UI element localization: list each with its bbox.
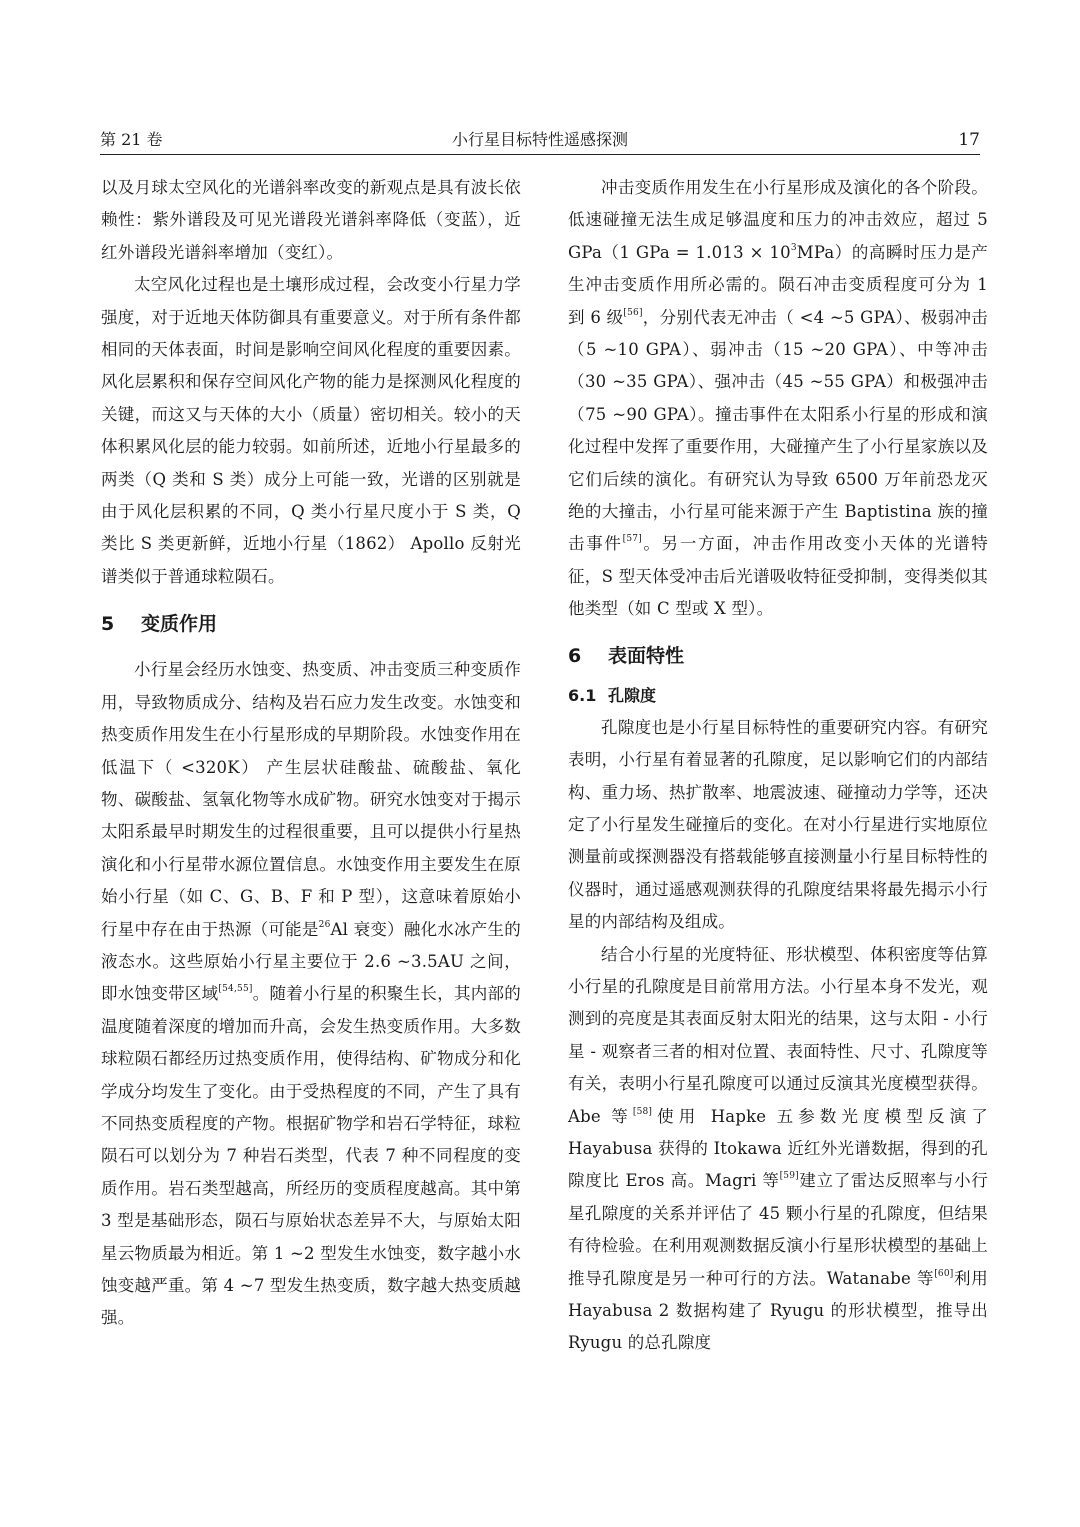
section-6-heading — [568, 642, 988, 670]
header-rule — [100, 154, 980, 155]
paragraph-space-weathering-end: 以及月球太空风化的光谱斜率改变的新观点是具有波长依赖性：紫外谱段及可见光谱段光谱斜率降低（变蓝），近红外谱段光谱斜率增加（变红）。 — [101, 178, 521, 262]
page-number: 17 — [958, 130, 980, 150]
text-run: ，分别代表无冲击（ <4 ~5 GPA）、极弱冲击（5 ~10 GPA）、弱冲击（15 ~20 GPA）、中等冲击（30 ~35 GPA）、强冲击（45 ~55 GPA）和极强冲击（75 ~90 GPA）。撞击事件在太阳系小行星的形成和演化过程中发挥了重要作用，大碰撞产生了小行星家族以及它们后续的演化。有研究认为导致 6500 万年前恐龙灭绝的大撞击，小行星可能来源于产生 Baptistina 族的撞击事件 — [568, 307, 988, 554]
text-run: 利用 Hayabusa 2 数据构建了 Ryugu 的形状模型，推导出 Ryugu 的总孔隙度 — [568, 1268, 988, 1353]
volume-label: 第 21 卷 — [100, 130, 163, 149]
subsection-number: 6.1 — [568, 685, 597, 705]
text-run: 。另一方面，冲击作用改变小天体的光谱特征，S 型天体受冲击后光谱吸收特征受抑制，变得类似其他类型（如 C 型或 X 型）。 — [568, 534, 988, 619]
paragraph-metamorphism — [101, 654, 521, 1335]
text-run: 。随着小行星的积聚生长，其内部的温度随着深度的增加而升高，会发生热变质作用。大多数球粒陨石都经历过热变质作用，使得结构、矿物成分和化学成分均发生了变化。由于受热程度的不同，产生了具有不同热变质程度的产物。根据矿物学和岩石学特征，球粒陨石可以划分为 7 种岩石类型，代表 7 种不同程度的变质作用。岩石类型越高，所经历的变质程度越高。其中第 3 型是基础形态，陨石与原始状态差异不大，与原始太阳星云物质最为相近。第 1 ~2 型发生水蚀变，数字越小水蚀变越严重。第 4 ~7 型发生热变质，数字越大热变质越强。 — [101, 984, 521, 1328]
paragraph-shock-metamorphism — [568, 172, 988, 626]
text-run: MPa）的高瞬时压力是产生冲击变质作用所必需的。陨石冲击变质程度可分为 1 到 6 级 — [568, 242, 989, 327]
running-header — [100, 128, 980, 160]
text-run: 冲击变质作用发生在小行星形成及演化的各个阶段。低速碰撞无法生成足够温度和压力的冲击效应，超过 5 GPa（1 GPa = 1.013 × 10 — [568, 178, 988, 262]
citation: [59] — [779, 1171, 799, 1182]
paragraph-space-weathering: 太空风化过程也是土壤形成过程，会改变小行星力学强度，对于近地天体防御具有重要意义。对于所有条件都相同的天体表面，时间是影响空间风化程度的重要因素。风化层累积和保存空间风化产物的能力是探测风化程度的关键，而这又与天体的大小（质量）密切相关。较小的天体积累风化层的能力较弱。如前所述，近地小行星最多的两类（Q 类和 S 类）成分上可能一致，光谱的区别就是由于风化层积累的不同，Q 类小行星尺度小于 S 类，Q 类比 S 类更新鲜，近地小行星（1862） Apollo 反射光谱类似于普通球粒陨石。 — [101, 275, 521, 586]
section-title: 变质作用 — [141, 613, 218, 636]
paragraph-porosity-intro: 孔隙度也是小行星目标特性的重要研究内容。有研究表明，小行星有着显著的孔隙度，足以影响它们的内部结构、重力场、热扩散率、地震波速、碰撞动力学等，还决定了小行星发生碰撞后的变化。在对小行星进行实地原位测量前或探测器没有搭载能够直接测量小行星目标特性的仪器时，通过遥感观测获得的孔隙度结果将最先揭示小行星的内部结构及组成。 — [568, 717, 988, 932]
citation: [60] — [934, 1268, 954, 1279]
section-title: 表面特性 — [608, 644, 685, 667]
text-run: 使用 Hapke 五参数光度模型反演了 Hayabusa 获得的 Itokawa 近红外光谱数据，得到的孔隙度比 Eros 高。Magri 等 — [568, 1106, 988, 1191]
citation: [57] — [622, 534, 642, 545]
section-5-heading — [101, 610, 521, 638]
subsection-6-1-heading — [568, 684, 988, 708]
citation: [58] — [632, 1106, 653, 1117]
running-title: 小行星目标特性遥感探测 — [451, 130, 628, 149]
section-number: 5 — [101, 613, 115, 636]
section-number: 6 — [568, 644, 582, 667]
citation: [56] — [623, 307, 643, 318]
isotope-superscript: 26 — [318, 919, 331, 930]
paragraph-porosity-methods — [568, 939, 988, 1360]
text-run: 小行星会经历水蚀变、热变质、冲击变质三种变质作用，导致物质成分、结构及岩石应力发生改变。水蚀变和热变质作用发生在小行星形成的早期阶段。水蚀变作用在低温下（ <320K） 产生层状硅酸盐、硫酸盐、氧化物、碳酸盐、氢氧化物等水成矿物。研究水蚀变对于揭示太阳系最早时期发生的过程很重要，且可以提供小行星热演化和小行星带水源位置信息。水蚀变作用主要发生在原始小行星（如 C、G、B、F 和 P 型），这意味着原始小行星中存在由于热源（可能是 — [101, 660, 521, 939]
exponent-superscript: 3 — [790, 242, 797, 253]
right-column — [568, 172, 988, 1360]
text-run: Al 衰变）融化水冰产生的液态水。这些原始小行星主要位于 2.6 ~3.5AU 之间，即水蚀变带区域 — [101, 919, 521, 1004]
subsection-title: 孔隙度 — [608, 685, 657, 705]
citation: [54,55] — [218, 984, 253, 995]
text-run: 结合小行星的光度特征、形状模型、体积密度等估算小行星的孔隙度是目前常用方法。小行星本身不发光，观测到的亮度是其表面反射太阳光的结果，这与太阳 - 小行星 - 观察者三者的相对位置、表面特性、尺寸、孔隙度等有关，表明小行星孔隙度可以通过反演其光度模型获得。Abe 等 — [568, 944, 988, 1126]
text-run: 建立了雷达反照率与小行星孔隙度的关系并评估了 45 颗小行星的孔隙度，但结果有待检验。在利用观测数据反演小行星形状模型的基础上推导孔隙度是另一种可行的方法。Watanabe 等 — [568, 1171, 988, 1288]
left-column — [101, 172, 521, 1335]
